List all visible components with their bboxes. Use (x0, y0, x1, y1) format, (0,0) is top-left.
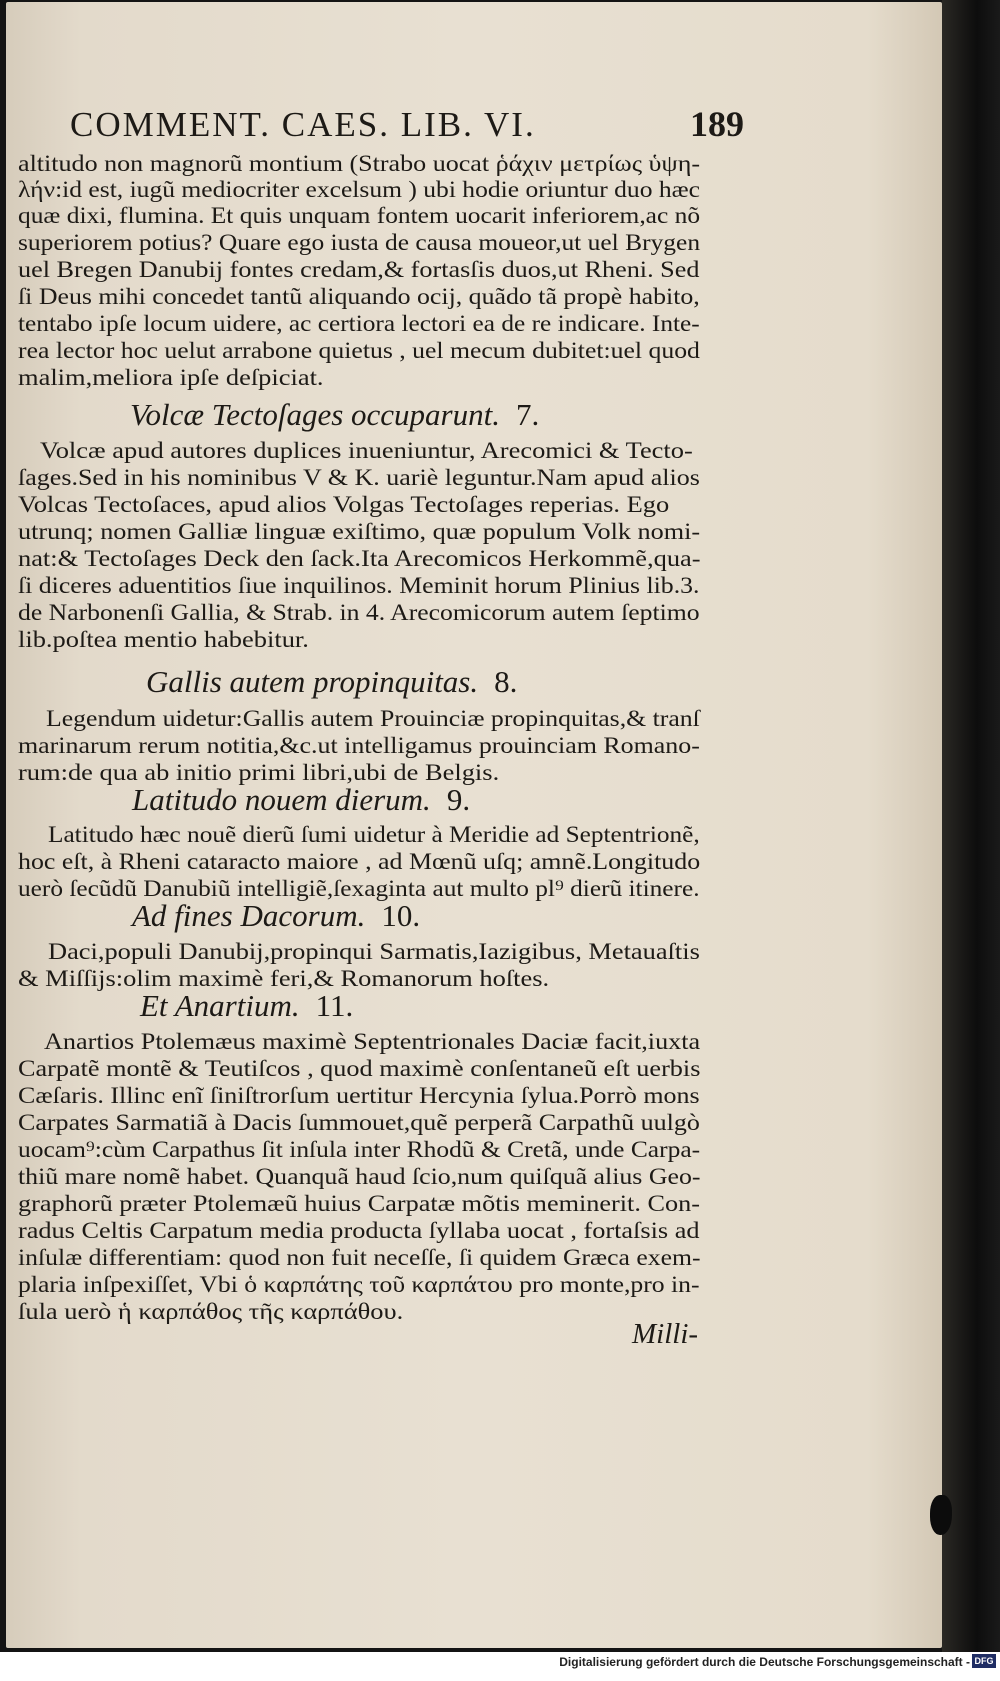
heading-text: Latitudo nouem dierum. (132, 782, 431, 817)
digitization-credit: Digitalisierung gefördert durch die Deutsche Forschungsgemeinschaft - (559, 1655, 970, 1669)
heading-text: Gallis autem propinquitas. (146, 664, 479, 699)
text-line: ſages.Sed in his nominibus V & K. uariè leguntur.Nam apud alios (18, 465, 700, 490)
text-line: thiũ mare nomẽ habet. Quanquã haud ſcio,num quiſquã alius Geo- (18, 1164, 701, 1189)
text-line: λήν:id est, iugũ mediocriter excelsum ) ubi hodie oriuntur duo hæc (18, 177, 701, 202)
text-line: Volcas Tectoſaces, apud alios Volgas Tectoſages reperias. Ego (18, 492, 670, 517)
text-line: ſi diceres aduentitios ſiue inquilinos. Meminit horum Plinius lib.3. (18, 573, 700, 598)
text-line: & Miſſijs:olim maximè feri,& Romanorum hoſtes. (18, 966, 550, 991)
text-line: quæ dixi, flumina. Et quis unquam fontem uocarit inferiorem,ac nõ (18, 203, 701, 228)
edge-clip-mark (930, 1495, 952, 1535)
text-line: Carpatẽ montẽ & Teutiſcos , quod maximè conſentaneũ eſt uerbis (18, 1056, 701, 1081)
text-line: malim,meliora ipſe deſpiciat. (18, 365, 324, 390)
section-heading (132, 898, 420, 934)
text-line: rea lector hoc uelut arrabone quietus , uel mecum dubitet:uel quod (18, 338, 700, 363)
heading-number: 8. (494, 664, 518, 699)
catchword: Milli- (632, 1318, 699, 1350)
text-line: Legendum uidetur:Gallis autem Prouinciæ propinquitas,& tranſ (46, 706, 700, 731)
section-heading (130, 397, 539, 433)
text-line: inſulæ differentiam: quod non fuit neceſſe, ſi quidem Græca exem- (18, 1245, 701, 1270)
section-heading (146, 664, 517, 700)
heading-number: 11. (315, 988, 354, 1023)
text-line: superiorem potius? Quare ego iusta de causa moueor,ut uel Brygen (18, 230, 701, 255)
text-line: uel Bregen Danubij fontes credam,& fortasſis duos,ut Rheni. Sed (18, 257, 700, 282)
section-heading (140, 988, 353, 1024)
text-line: altitudo non magnorũ montium (Strabo uocat ῥάχιν μετρίως ὑψη- (18, 151, 701, 176)
heading-number: 9. (446, 782, 471, 817)
text-line: de Narbonenſi Gallia, & Strab. in 4. Arecomicorum autem ſeptimo (18, 600, 700, 625)
text-line: ſi Deus mihi concedet tantũ aliquando ocij, quãdo tã propè habito, (18, 284, 700, 309)
heading-text: Ad fines Dacorum. (132, 898, 366, 933)
text-line: uocam⁹:cùm Carpathus ſit inſula inter Rhodũ & Cretã, unde Carpa- (18, 1137, 701, 1162)
heading-text: Volcæ Tectoſages occuparunt. (130, 397, 500, 432)
text-line: graphorũ præter Ptolemæũ huius Carpatæ mõtis meminerit. Con- (18, 1191, 700, 1216)
text-line: hoc eſt, à Rheni cataracto maiore , ad Mœnũ uſq; amnẽ.Longitudo (18, 849, 701, 874)
dfg-logo: DFG (972, 1654, 996, 1668)
text-line: marinarum rerum notitia,&c.ut intelligamus prouinciam Romano- (18, 733, 700, 758)
text-line: Latitudo hæc nouẽ dierũ ſumi uidetur à Meridie ad Septentrionẽ, (48, 822, 700, 847)
text-line: Anartios Ptolemæus maximè Septentrionales Daciæ facit,iuxta (44, 1029, 701, 1054)
text-line: nat:& Tectoſages Deck den ſack.Ita Arecomicos Herkommẽ,qua- (18, 546, 701, 571)
section-heading (132, 782, 470, 818)
text-line: plaria inſpexiſſet, Vbi ὁ καρπάτης τοῦ καρπάτου pro monte,pro in- (18, 1272, 700, 1297)
text-line: Carpates Sarmatiã à Dacis ſummouet,quẽ perperã Carpathũ uulgò (18, 1110, 700, 1135)
page-number: 189 (690, 104, 744, 144)
text-line: uerò ſecũdũ Danubiũ intelligiẽ,ſexaginta aut multo pl⁹ dierũ itinere. (18, 876, 700, 901)
text-line: utrunq; nomen Galliæ linguæ exiſtimo, quæ populum Volk nomi- (18, 519, 701, 544)
heading-text: Et Anartium. (140, 988, 300, 1023)
text-line: Volcæ apud autores duplices inueniuntur, Arecomici & Tecto- (40, 438, 693, 463)
text-line: rum:de qua ab initio primi libri,ubi de Belgis. (18, 760, 500, 785)
text-line: Cæſaris. Illinc enĩ ſiniſtrorſum uertitur Hercynia ſylua.Porrò mons (18, 1083, 700, 1108)
text-line: lib.poſtea mentio habebitur. (18, 627, 309, 652)
heading-number: 7. (515, 397, 540, 432)
text-line: tentabo ipſe locum uidere, ac certiora lectori ea de re indicare. Inte- (18, 311, 700, 336)
heading-number: 10. (381, 898, 421, 933)
text-line: ſula uerò ἡ καρπάθος τῆς καρπάθου. (18, 1299, 404, 1324)
running-head: COMMENT. CAES. LIB. VI. (70, 105, 536, 144)
text-line: radus Celtis Carpatum media producta ſyllaba uocat , fortaſsis ad (18, 1218, 700, 1243)
text-line: Daci,populi Danubij,propinqui Sarmatis,Iazigibus, Metauaſtis (48, 939, 700, 964)
page-edge-shadow (942, 0, 1000, 1652)
